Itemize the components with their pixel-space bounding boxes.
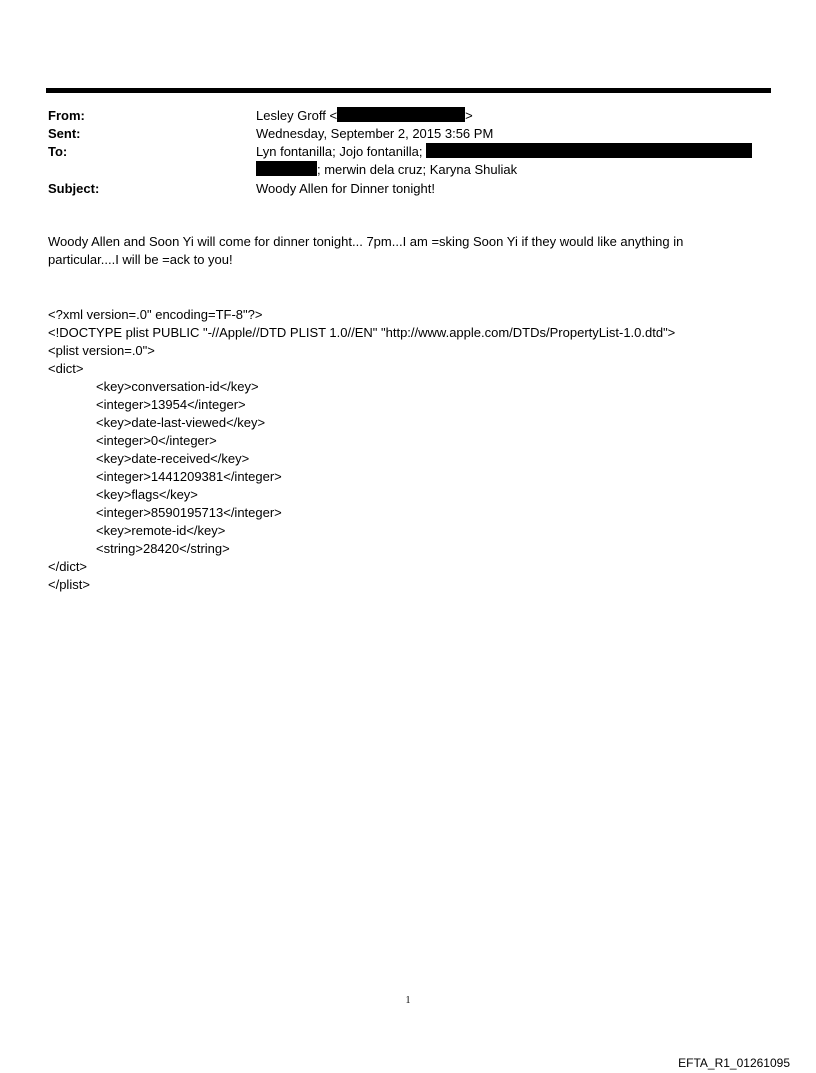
code-line: <string>28420</string> [96,541,230,556]
redaction-box [256,161,317,176]
code-line: <integer>13954</integer> [96,397,246,412]
code-line: <key>conversation-id</key> [96,379,259,394]
to-label: To: [48,144,68,159]
subject-value: Woody Allen for Dinner tonight! [256,181,435,196]
code-line: </plist> [48,577,90,592]
header-rule [46,88,771,93]
from-label: From: [48,108,85,123]
code-line: <dict> [48,361,84,376]
code-line: <key>date-received</key> [96,451,250,466]
from-close: > [465,108,473,123]
to-value-line1 [256,143,752,161]
from-value [256,107,473,125]
redaction-box [426,143,752,158]
code-line: <key>date-last-viewed</key> [96,415,266,430]
plist-content [48,306,768,594]
page-number: 1 [405,995,411,1006]
email-body: Woody Allen and Soon Yi will come for dinner tonight... 7pm...I am =sking Soon Yi if they would like anything in particular....I will be =ack to you! [48,234,684,267]
code-line: <integer>0</integer> [96,433,217,448]
to-recipients-2: ; merwin dela cruz; Karyna Shuliak [317,162,518,177]
sent-value: Wednesday, September 2, 2015 3:56 PM [256,126,494,141]
from-name: Lesley Groff < [256,108,338,123]
code-line: <key>flags</key> [96,487,198,502]
to-recipients-1: Lyn fontanilla; Jojo fontanilla; [256,144,423,159]
code-line: <integer>1441209381</integer> [96,469,282,484]
document-id: EFTA_R1_01261095 [678,1056,790,1070]
sent-label: Sent: [48,126,81,141]
code-line: <!DOCTYPE plist PUBLIC "-//Apple//DTD PLIST 1.0//EN" "http://www.apple.com/DTDs/PropertyList-1.0.dtd"> [48,325,676,340]
code-line: <?xml version=.0" encoding=TF-8"?> [48,307,263,322]
code-line: </dict> [48,559,88,574]
redaction-box [337,107,465,122]
to-value-line2 [256,161,517,179]
code-line: <integer>8590195713</integer> [96,505,282,520]
code-line: <key>remote-id</key> [96,523,226,538]
code-line: <plist version=.0"> [48,343,155,358]
subject-label: Subject: [48,181,100,196]
